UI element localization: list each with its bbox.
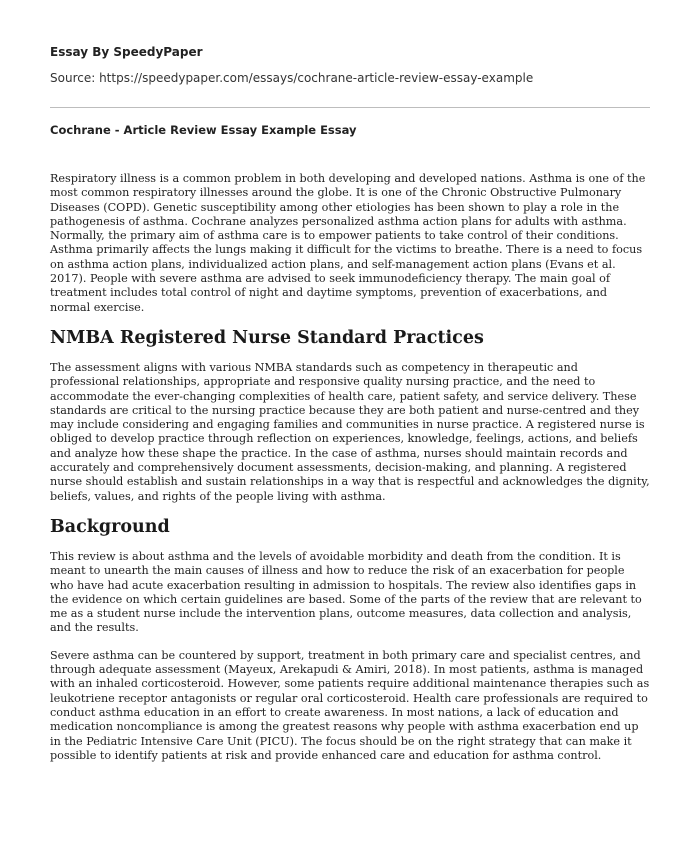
section-heading-nmba: NMBA Registered Nurse Standard Practices [50, 327, 484, 348]
background-paragraph-1: This review is about asthma and the levels of avoidable morbidity and death from the condition. It is meant to unearth the main causes of illness and how to reduce the risk of an exacerbation for people who have had acute exacerbation resulting in admission to hospitals. The review also identifies gaps in the evidence on which certain guidelines are based. Some of the parts of the review that are relevant to me as a student nurse include the intervention plans, outcome measures, data collection and analysis, and the results. [50, 549, 642, 635]
brand-label: Essay By SpeedyPaper [50, 45, 203, 59]
header-divider [50, 107, 650, 108]
nmba-paragraph: The assessment aligns with various NMBA standards such as competency in therapeutic and professional relationships, appropriate and responsive quality nursing practice, and the need to accommodate the ever-changing complexities of health care, patient safety, and service delivery. These standards are critical to the nursing practice because they are both patient and nurse-centred and they may include considering and engaging families and communities in nurse practice. A registered nurse is obliged to develop practice through reflection on experiences, knowledge, feelings, actions, and beliefs and analyze how these shape the practice. In the case of asthma, nurses should maintain records and accurately and comprehensively document assessments, decision-making, and planning. A registered nurse should establish and sustain relationships in a way that is respectful and acknowledges the dignity, beliefs, values, and rights of the people living with asthma. [50, 360, 650, 503]
background-paragraph-2: Severe asthma can be countered by support, treatment in both primary care and specialist centres, and through adequate assessment (Mayeux, Arekapudi & Amiri, 2018). In most patients, asthma is managed with an inhaled corticosteroid. However, some patients require additional maintenance therapies such as leukotriene receptor antagonists or regular oral corticosteroid. Health care professionals are required to conduct asthma education in an effort to create awareness. In most nations, a lack of education and medication noncompliance is among the greatest reasons why people with asthma exacerbation end up in the Pediatric Intensive Care Unit (PICU). The focus should be on the right strategy that can make it possible to identify patients at risk and provide enhanced care and education for asthma control. [50, 648, 650, 762]
source-line: Source: https://speedypaper.com/essays/cochrane-article-review-essay-example [50, 71, 534, 85]
intro-paragraph: Respiratory illness is a common problem in both developing and developed nations. Asthma is one of the most common respiratory illnesses around the globe. It is one of the Chronic Obstructive Pulmonary Diseases (COPD). Genetic susceptibility among other etiologies has been shown to play a role in the pathogenesis of asthma. Cochrane analyzes personalized asthma action plans for adults with asthma. Normally, the primary aim of asthma care is to empower patients to take control of their conditions. Asthma primarily affects the lungs making it difficult for the victims to breathe. There is a need to focus on asthma action plans, individualized action plans, and self-management action plans (Evans et al. 2017). People with severe asthma are advised to seek immunodeficiency therapy. The main goal of treatment includes total control of night and daytime symptoms, prevention of exacerbations, and normal exercise. [50, 172, 646, 314]
document-title: Cochrane - Article Review Essay Example Essay [50, 123, 357, 137]
section-heading-background: Background [50, 516, 170, 537]
document-body [50, 172, 650, 776]
